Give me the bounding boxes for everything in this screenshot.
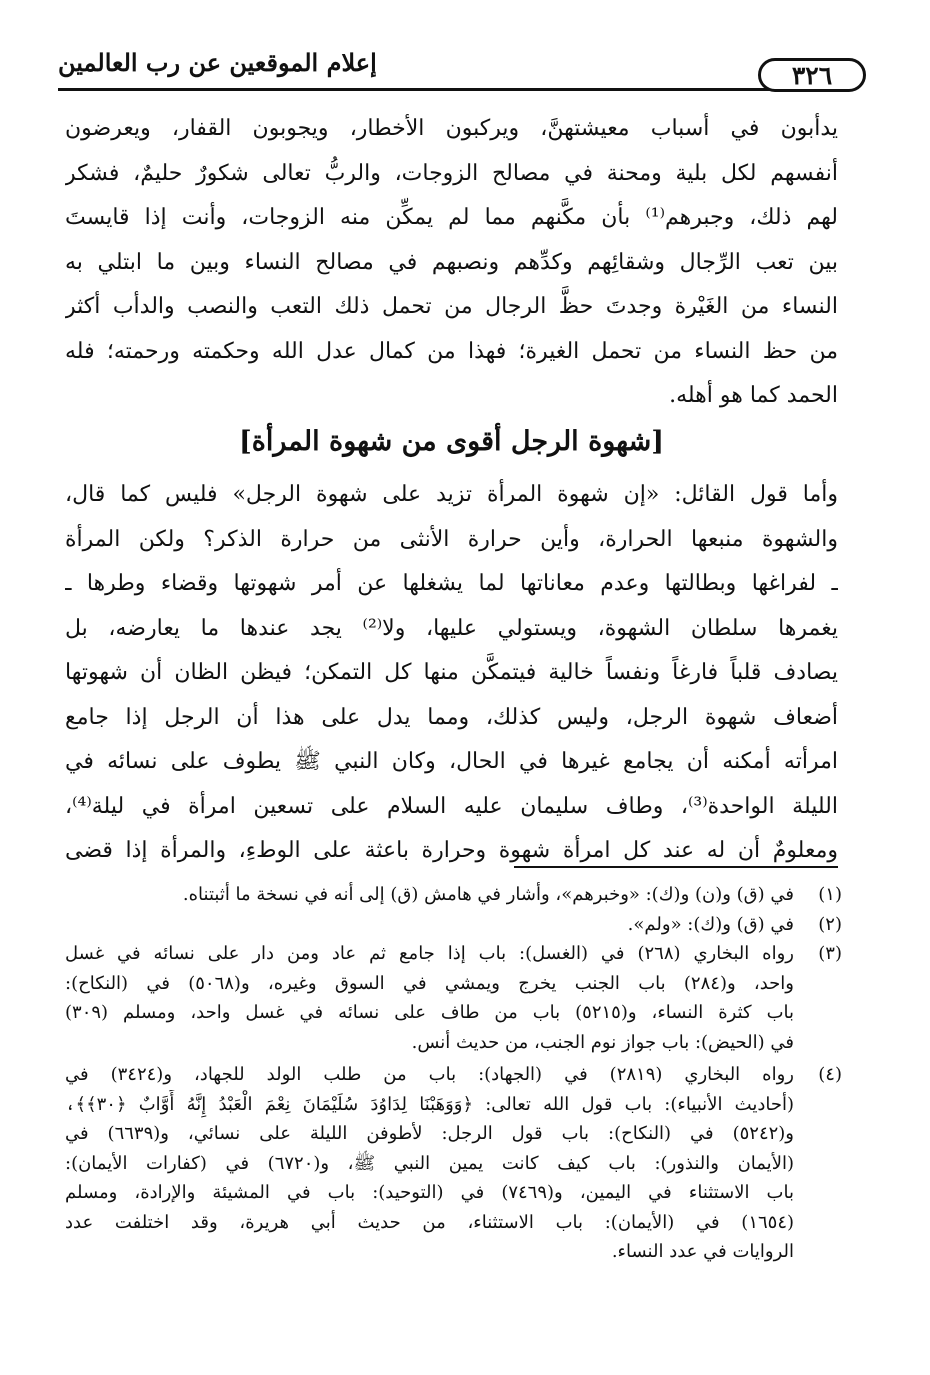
text-line: يصادف قلباً فارغاً ونفساً خالية فيتمكَّن منها كل التمكن؛ فيظن الظان أن شهوتها <box>65 660 838 685</box>
text-line: ـ لفراغها وبطالتها وعدم معاناتها لما يشغلها عن أمر شهوتها وقضاء وطرها ـ <box>65 571 838 596</box>
text-line: أضعاف شهوة الرجل، وليس كذلك، ومما يدل على هذا أن الرجل إذا جامع <box>65 704 838 730</box>
text-line: ومعلومٌ أن له عند كل امرأة شهوة وحرارة باعثة على الوطءِ، والمرأة إذا قضى <box>65 838 838 863</box>
footnote <box>65 910 842 940</box>
header-rule <box>58 88 848 91</box>
footnote-number: (٣) <box>818 943 842 964</box>
text-line: امرأته أمكنه أن يجامع غيرها في الحال، وكان النبي ﷺ يطوف على نسائه في <box>65 749 838 774</box>
text-line: النساء من الغَيْرة وجدتَ حظَّ الرجال من تحمل ذلك التعب والنصب والدأب أكثر <box>65 294 838 319</box>
footnote-line: (أحاديث الأنبياء): باب قول الله تعالى: ﴿وَوَهَبْنَا لِدَاوُدَ سُلَيْمَانَ نِعْمَ الْعَبْدُ إِنَّهُ أَوَّابٌ ﴿٣٠﴾﴾، <box>65 1093 794 1115</box>
text-line: أنفسهم لكل بلية ومحنة في مصالح الزوجات، والربُّ تعالى شكورٌ حليمٌ، فشكر <box>65 160 838 186</box>
text-line: يغمرها سلطان الشهوة، ويستولي عليها، ولا⁽²⁾ يجد عندها ما يعارضه، بل <box>65 615 838 641</box>
footnote-separator <box>514 866 838 868</box>
footnote-line: باب الاستثناء في اليمين، و(٧٤٦٩) في (التوحيد): باب في المشيئة والإرادة، ومسلم <box>65 1182 794 1203</box>
footnote-line: رواه البخاري (٢٨١٩) في (الجهاد): باب من طلب الولد للجهاد، و(٣٤٢٤) في <box>65 1064 794 1085</box>
footnote-line: (١٦٥٤) في (الأيمان): باب الاستثناء، من حديث أبي هريرة، وقد اختلفت عدد <box>65 1211 794 1233</box>
text-line: من حظ النساء من تحمل الغيرة؛ فهذا من كمال عدل الله وحكمته ورحمته؛ فله <box>65 338 838 364</box>
paragraph-1 <box>65 107 838 419</box>
footnote-line: باب كثرة النساء، و(٥٢١٥) باب من طاف على نسائه في غسل واحد، ومسلم (٣٠٩) <box>65 1002 794 1023</box>
footnote <box>65 1060 842 1267</box>
text-line: وأما قول القائل: «إن شهوة المرأة تزيد على شهوة الرجل» فليس كما قال، <box>65 482 838 507</box>
footnote-line: (الأيمان والنذور): باب كيف كانت يمين النبي ﷺ، و(٦٧٢٠) في (كفارات الأيمان): <box>65 1152 794 1174</box>
text-line: بين تعب الرِّجال وشقائِهم وكدِّهم ونصبهم في مصالح النساء وبين ما ابتلي به <box>65 249 838 275</box>
text-line: يدأبون في أسباب معيشتهنَّ، ويركبون الأخطار، ويجوبون القفار، ويعرضون <box>65 116 838 141</box>
footnote <box>65 880 842 910</box>
book-title: إعلام الموقعين عن رب العالمين <box>58 48 377 77</box>
footnote <box>65 939 842 1057</box>
footnote-line: واحد، و(٢٨٤) باب الجنب يخرج ويمشي في السوق وغيره، و(٥٠٦٨) في (النكاح): <box>65 972 794 994</box>
running-header <box>58 40 848 98</box>
footnote-line: رواه البخاري (٢٦٨) في (الغسل): باب إذا جامع ثم عاد ومن دار على نسائه في غسل <box>65 943 794 964</box>
text-line: الحمد كما هو أهله. <box>669 383 838 408</box>
paragraph-2 <box>65 473 838 874</box>
text-line: والشهوة منبعها الحرارة، وأين حرارة الأنثى من حرارة الذكر؟ ولكن المرأة <box>65 526 838 552</box>
footnote-line: و(٥٢٤٢) في (النكاح): باب قول الرجل: لأطوفن الليلة على نسائي، و(٦٦٣٩) في <box>65 1123 794 1144</box>
page-number: ٣٢٦ <box>758 58 866 92</box>
section-heading: [شهوة الرجل أقوى من شهوة المرأة] <box>238 426 665 457</box>
footnote-line: في (الحيض): باب جواز نوم الجنب، من حديث أنس. <box>411 1031 794 1053</box>
footnote-line: في (ق) و(ن) و(ك): «وخبرهم»، وأشار في هامش (ق) إلى أنه في نسخة ما أثبتناه. <box>182 884 794 905</box>
text-line: لهم ذلك، وجبرهم⁽¹⁾ بأن مكَّنهم مما لم يمكِّن منه الزوجات، وأنت إذا قايستَ <box>65 205 838 230</box>
footnotes <box>65 880 842 1267</box>
footnote-number: (٤) <box>818 1064 842 1085</box>
footnote-number: (٢) <box>818 913 842 935</box>
footnote-line: الروايات في عدد النساء. <box>611 1241 794 1262</box>
footnote-number: (١) <box>818 884 842 905</box>
text-line: الليلة الواحدة⁽³⁾، وطاف سليمان عليه السلام على تسعين امرأة في ليلة⁽⁴⁾، <box>65 793 838 819</box>
footnote-line: في (ق) و(ك): «ولم». <box>627 913 794 935</box>
